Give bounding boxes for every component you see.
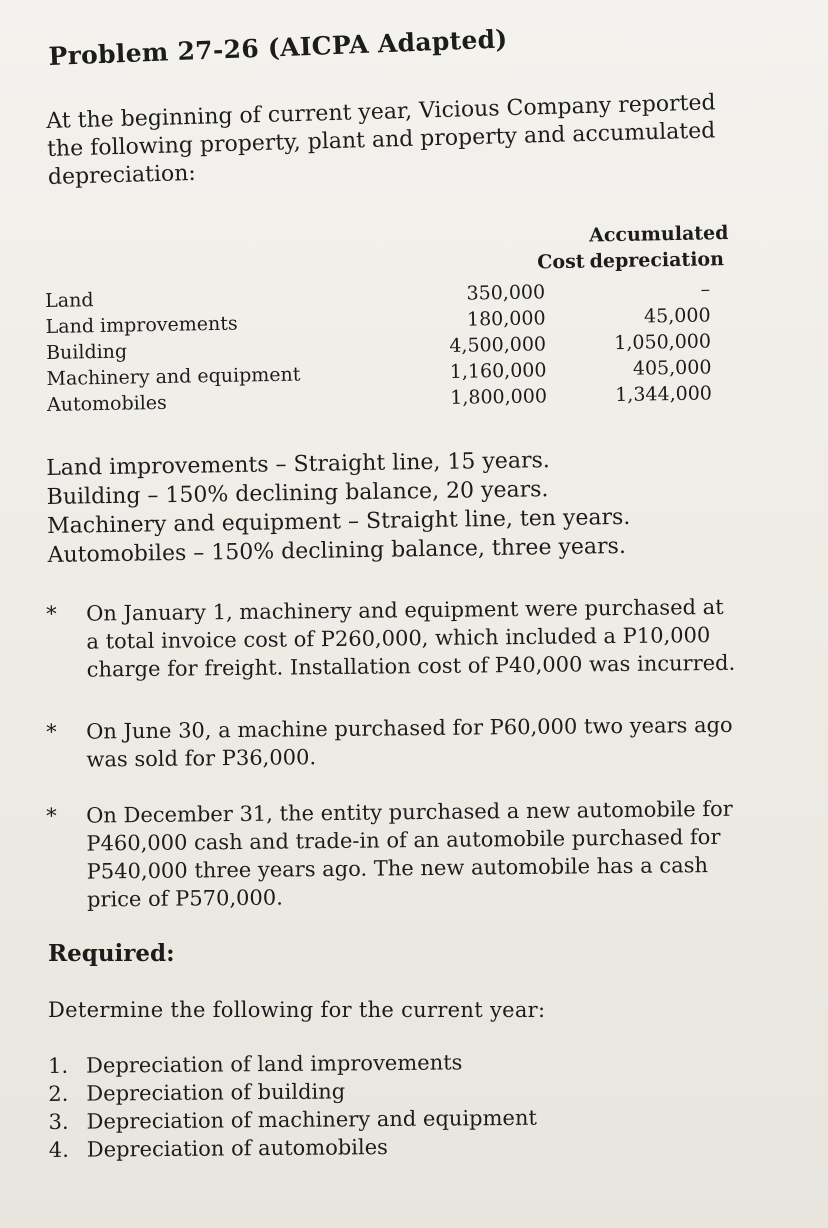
header-accumulated-line1: Accumulated <box>588 222 729 247</box>
bullet-marker: * <box>46 601 57 626</box>
method-line: Land improvements – Straight line, 15 years. <box>46 448 550 481</box>
bullet-marker: * <box>46 803 57 828</box>
required-list <box>48 1048 537 1164</box>
depreciation-methods <box>46 444 688 570</box>
row-accumulated: 45,000 <box>643 304 711 328</box>
list-item <box>48 1104 536 1136</box>
list-text: Depreciation of building <box>86 1079 346 1106</box>
row-accumulated: – <box>700 278 711 301</box>
list-item <box>49 1132 537 1164</box>
transaction-text: On June 30, a machine purchased for P60,000 two years ago was sold for P36,000. <box>86 712 733 772</box>
list-item <box>48 1048 536 1080</box>
list-text: Depreciation of machinery and equipment <box>86 1105 537 1134</box>
header-cost: Cost <box>537 250 585 274</box>
row-label: Land <box>45 289 94 312</box>
list-number: 2. <box>48 1081 69 1106</box>
ppe-table <box>44 220 727 418</box>
header-accumulated-line2: depreciation <box>589 248 725 273</box>
transaction-item <box>46 593 737 684</box>
row-cost: 1,160,000 <box>449 359 547 383</box>
transaction-text: On December 31, the entity purchased a new automobile for P460,000 cash and trade-in of an automobile purchased for P540,000 three years ago. The new automobile has a cash price of P570,000. <box>86 796 733 912</box>
required-heading: Required: <box>48 940 175 967</box>
row-cost: 180,000 <box>466 307 546 331</box>
method-line: Building – 150% declining balance, 20 years. <box>46 477 549 510</box>
row-label: Building <box>45 340 128 364</box>
method-line: Automobiles – 150% declining balance, three years. <box>47 533 627 568</box>
transaction-item <box>46 711 737 774</box>
list-number: 4. <box>48 1137 70 1162</box>
bullet-marker: * <box>46 719 57 744</box>
row-label: Land improvements <box>45 312 238 338</box>
row-accumulated: 1,344,000 <box>615 382 713 407</box>
intro-paragraph: At the beginning of current year, Vicious Company reported the following property, plant and property and accumulated depreciation: <box>46 90 716 190</box>
row-accumulated: 1,050,000 <box>614 330 712 355</box>
row-cost: 350,000 <box>466 281 546 305</box>
row-cost: 1,800,000 <box>450 385 548 409</box>
row-label: Machinery and equipment <box>46 363 301 390</box>
method-line: Machinery and equipment – Straight line, ten years. <box>46 504 631 539</box>
row-label: Automobiles <box>46 391 168 416</box>
transaction-item <box>46 795 737 914</box>
list-text: Depreciation of automobiles <box>86 1135 388 1162</box>
transaction-text: On January 1, machinery and equipment were purchased at a total invoice cost of P260,000, which included a P10,000 charge for freight. Installation cost of P40,000 was incurred. <box>86 594 736 682</box>
list-number: 1. <box>48 1053 69 1078</box>
required-instruction: Determine the following for the current year: <box>48 998 546 1022</box>
header-accumulated <box>588 220 729 274</box>
problem-title: Problem 27-26 (AICPA Adapted) <box>48 24 509 71</box>
list-text: Depreciation of land improvements <box>86 1050 463 1078</box>
row-cost: 4,500,000 <box>449 333 547 357</box>
list-item <box>48 1076 536 1108</box>
list-number: 3. <box>48 1109 69 1134</box>
row-accumulated: 405,000 <box>632 356 712 380</box>
